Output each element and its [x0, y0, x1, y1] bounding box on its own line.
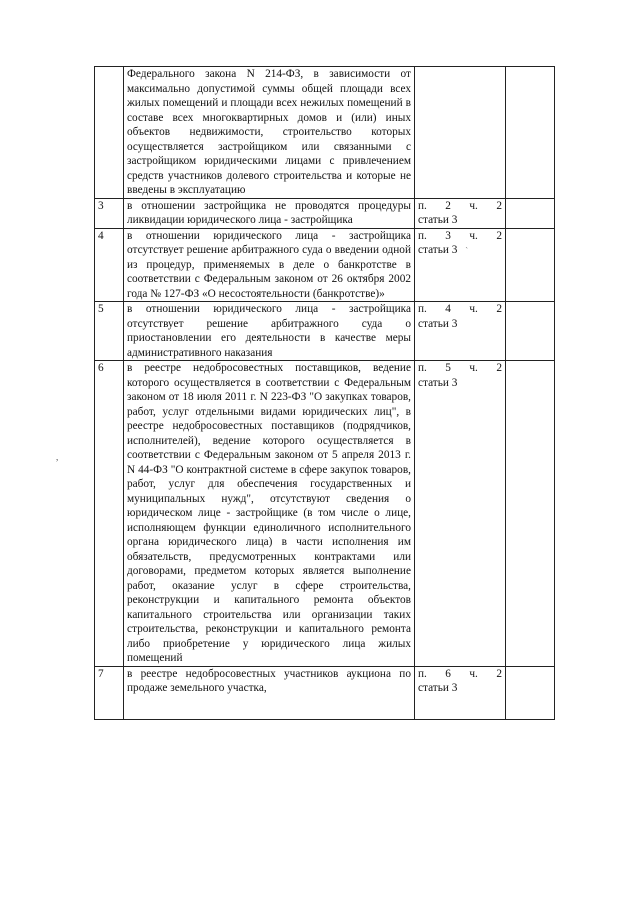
requirement-text: в отношении застройщика не проводятся процедуры ликвидации юридического лица - застройщика: [124, 198, 415, 228]
empty-cell: [506, 228, 555, 302]
law-reference: п. 2 ч. 2 статьи 3: [415, 198, 506, 228]
row-number: 4: [95, 228, 124, 302]
row-number: 3: [95, 198, 124, 228]
table-row: [95, 228, 555, 302]
stray-mark: ˋ: [465, 246, 469, 255]
requirement-text: Федерального закона N 214-ФЗ, в зависимости от максимально допустимой суммы общей площади всех жилых помещений и площади всех нежилых помещений в составе всех многоквартирных домов и (или) иных объектов недвижимости, строительство которых осуществляется застройщиком или связанными с застройщиком юридическими лицами с привлечением средств участников долевого строительства и которые не введены в эксплуатацию: [124, 67, 415, 199]
empty-cell: [506, 666, 555, 719]
row-number: 6: [95, 361, 124, 667]
empty-cell: [506, 361, 555, 667]
law-reference: п. 6 ч. 2 статьи 3: [415, 666, 506, 719]
requirement-text: в реестре недобросовестных поставщиков, ведение которого осуществляется в соответствии с Федеральным законом от 18 июля 2011 г. N 223-ФЗ "О закупках товаров, работ, услуг отдельными видами юридических лиц", в реестре недобросовестных поставщиков (подрядчиков, исполнителей), ведение которого осуществляется в соответствии с Федеральным законом от 5 апреля 2013 г. N 44-ФЗ "О контрактной системе в сфере закупок товаров, работ, услуг для обеспечения государственных и муниципальных нужд", отсутствуют сведения о юридическом лице - застройщике (в том числе о лице, исполняющем функции единоличного исполнительного органа юридического лица) в части исполнения им обязательств, предусмотренных контрактами или договорами, предметом которых является выполнение работ, оказание услуг в сфере строительства, реконструкции и капитального ремонта объектов капитального строительства или организации таких строительства, реконструкции и капитального ремонта либо приобретение у юридического лица жилых помещений: [124, 361, 415, 667]
table-row: [95, 198, 555, 228]
row-number: 5: [95, 302, 124, 361]
requirement-text: в отношении юридического лица - застройщика отсутствует решение арбитражного суда о введении одной из процедур, применяемых в деле о банкротстве в соответствии с Федеральным законом от 26 октября 2002 года № 127-ФЗ «О несостоятельности (банкротстве)»: [124, 228, 415, 302]
law-reference: п. 3 ч. 2 статьи 3 ˋ: [415, 228, 506, 302]
row-number: 7: [95, 666, 124, 719]
law-reference: [415, 67, 506, 199]
law-reference: п. 4 ч. 2 статьи 3: [415, 302, 506, 361]
margin-mark: ,: [56, 452, 59, 462]
table-row: [95, 361, 555, 667]
row-number: [95, 67, 124, 199]
empty-cell: [506, 302, 555, 361]
table-row: [95, 302, 555, 361]
requirement-text: в реестре недобросовестных участников аукциона по продаже земельного участка,: [124, 666, 415, 719]
law-reference: п. 5 ч. 2 статьи 3: [415, 361, 506, 667]
empty-cell: [506, 67, 555, 199]
requirement-text: в отношении юридического лица - застройщика отсутствует решение арбитражного суда о приостановлении его деятельности в качестве меры административного наказания: [124, 302, 415, 361]
empty-cell: [506, 198, 555, 228]
table-row: [95, 666, 555, 719]
requirements-table: [94, 66, 555, 720]
table-row: [95, 67, 555, 199]
